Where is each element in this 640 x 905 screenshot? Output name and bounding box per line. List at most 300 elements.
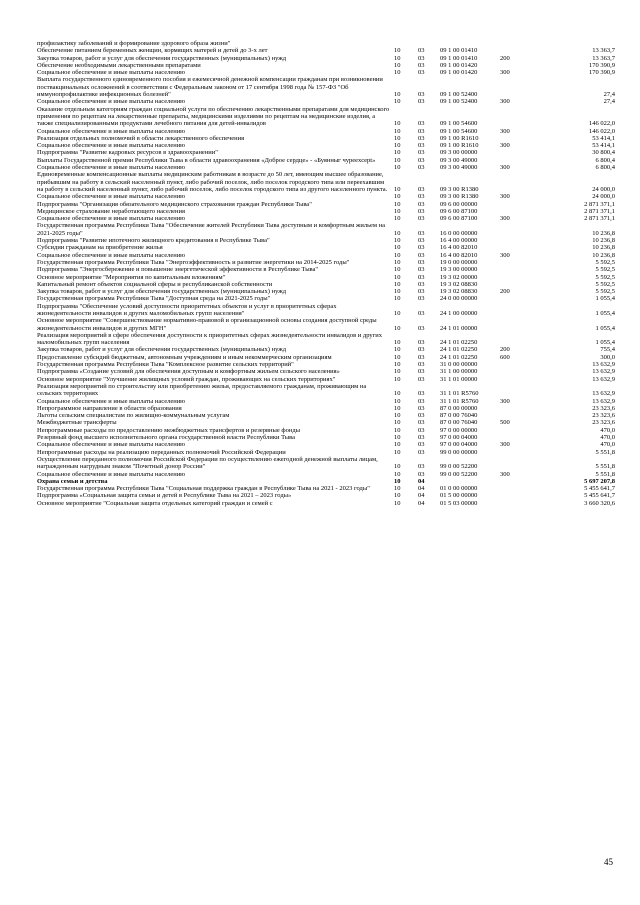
amount: 24 000,0: [592, 185, 615, 193]
target-article-code: 09 1 00 52400: [440, 98, 478, 106]
line-item-name: Реализация отдельных полномочий в области лекарственного обеспечения: [37, 134, 245, 142]
section-code: 10: [394, 69, 401, 77]
table-row: [37, 259, 617, 266]
amount: 53 414,1: [592, 134, 615, 142]
line-item-name: Медицинское страхование неработающего населения: [37, 207, 185, 215]
section-code: 10: [394, 390, 401, 398]
target-article-code: 09 3 00 R1380: [440, 185, 479, 193]
line-item-name: Социальное обеспечение и иные выплаты населению: [37, 193, 186, 201]
section-code: 10: [394, 397, 401, 405]
subsection-code: 03: [418, 390, 425, 398]
expense-type-code: 300: [500, 251, 510, 259]
subsection-code: 03: [418, 185, 425, 193]
table-row: [37, 303, 617, 318]
target-article-code: 16 0 00 00000: [440, 229, 478, 237]
table-row: [37, 69, 617, 76]
subsection-code: 03: [418, 149, 425, 157]
section-code: 10: [394, 353, 401, 361]
amount: 1 055,4: [595, 295, 615, 303]
section-code: 10: [394, 434, 401, 442]
subsection-code: 03: [418, 258, 425, 266]
section-code: 10: [394, 98, 401, 106]
line-item-name: Основное мероприятие "Улучшение жилищных условий граждан, проживающих на сельских территориях": [37, 375, 336, 383]
expense-type-code: [500, 500, 546, 507]
subsection-code: 04: [418, 499, 425, 507]
amount: 170 390,9: [589, 61, 615, 69]
subsection-code: 03: [418, 339, 425, 347]
table-row: [37, 281, 617, 288]
target-article-code: 09 1 00 01420: [440, 69, 478, 77]
subsection-code: 03: [418, 397, 425, 405]
line-item-name: Социальное обеспечение и иные выплаты населению: [37, 397, 186, 405]
amount: 755,4: [600, 346, 615, 354]
amount: 470,0: [600, 426, 615, 434]
expense-type-code: [500, 383, 546, 398]
subsection-code: 03: [418, 441, 425, 449]
line-item-name: Основное мероприятие "Мероприятия по капитальным вложениям": [37, 273, 226, 281]
expense-type-code: [500, 149, 546, 156]
section-code: 10: [394, 54, 401, 62]
section-code: 10: [394, 258, 401, 266]
expense-type-code: 300: [500, 215, 510, 223]
amount: 2 871 371,1: [584, 207, 615, 215]
target-article-code: 09 1 00 54600: [440, 120, 478, 128]
table-row: [37, 201, 617, 208]
target-article-code: 24 1 01 00000: [440, 324, 478, 332]
expense-type-code: [500, 62, 546, 69]
section-code: 10: [394, 309, 401, 317]
subsection-code: 03: [418, 295, 425, 303]
section-code: 10: [394, 193, 401, 201]
expense-type-code: [500, 259, 546, 266]
amount: 13 632,9: [592, 361, 615, 369]
section-code: 10: [394, 61, 401, 69]
line-item-name: Социальное обеспечение и иные выплаты населению: [37, 164, 186, 172]
section-code: 10: [394, 273, 401, 281]
subsection-code: 03: [418, 266, 425, 274]
subsection-code: 03: [418, 368, 425, 376]
line-item-name: Социальное обеспечение и иные выплаты населению: [37, 470, 186, 478]
subsection-code: 03: [418, 134, 425, 142]
target-article-code: 24 1 00 00000: [440, 309, 478, 317]
amount: 27,4: [603, 91, 615, 99]
line-item-name: Социальное обеспечение и иные выплаты населению: [37, 142, 186, 150]
target-article-code: 16 4 00 00000: [440, 237, 478, 245]
amount: 24 000,0: [592, 193, 615, 201]
subsection-code: 03: [418, 207, 425, 215]
subsection-code: 03: [418, 215, 425, 223]
subsection-code: 03: [418, 251, 425, 259]
section-code: 10: [394, 295, 401, 303]
expense-type-code: 300: [500, 470, 510, 478]
expense-type-code: 300: [500, 193, 510, 201]
expense-type-code: [500, 171, 546, 193]
target-article-code: 19 3 00 00000: [440, 266, 478, 274]
expense-type-code: [500, 485, 546, 492]
amount: 6 800,4: [595, 164, 615, 172]
target-article-code: 31 1 01 00000: [440, 375, 478, 383]
expense-type-code: [500, 303, 546, 318]
section-code: 10: [394, 470, 401, 478]
amount: 146 022,0: [589, 127, 615, 135]
table-row: [37, 500, 617, 507]
line-item-name: Основное мероприятие "Совершенствование нормативно-правовой и организационной основы создания доступной среды жизнедеятельности инвалидов и других МГН": [37, 317, 377, 332]
subsection-code: 03: [418, 98, 425, 106]
table-row: [37, 434, 617, 441]
expense-type-code: [500, 478, 546, 485]
expense-type-code: 300: [500, 98, 510, 106]
section-code: 10: [394, 47, 401, 55]
amount: 13 632,9: [592, 368, 615, 376]
line-item-name: Реализация мероприятий в сфере обеспечения доступности к приоритетных сферах жизнедеятельности инвалидов и других маломобильных групп населения: [37, 331, 383, 347]
subsection-code: 03: [418, 164, 425, 172]
amount: 1 055,4: [595, 324, 615, 332]
line-item-name: Государственная программа Республики Тыва "Комплексное развитие сельских территорий": [37, 361, 294, 369]
expense-type-code: [500, 376, 546, 383]
subsection-code: 03: [418, 229, 425, 237]
line-item-name: Социальное обеспечение и иные выплаты населению: [37, 98, 186, 106]
target-article-code: [440, 40, 500, 47]
amount: 23 323,6: [592, 404, 615, 412]
subsection-code: 03: [418, 404, 425, 412]
table-row: [37, 295, 617, 302]
amount: 5 551,8: [595, 463, 615, 471]
section-code: 10: [394, 266, 401, 274]
table-row: [37, 317, 617, 332]
amount: 5 697 207,8: [584, 477, 615, 485]
expense-type-code: [500, 281, 546, 288]
line-item-name: Социальное обеспечение и иные выплаты населению: [37, 215, 186, 223]
amount: 53 414,1: [592, 142, 615, 150]
table-row: [37, 215, 617, 222]
expense-type-code: [500, 237, 546, 244]
expense-type-code: [500, 295, 546, 302]
target-article-code: 24 0 00 00000: [440, 295, 478, 303]
line-item-name: Государственная программа Республики Тыва "Энергоэффективность и развитие энергетики на 2014-2025 годы": [37, 258, 350, 266]
table-row: [37, 149, 617, 156]
target-article-code: 09 3 00 49000: [440, 156, 478, 164]
subsection-code: 04: [418, 492, 425, 500]
expense-type-code: [500, 332, 546, 347]
expense-type-code: [500, 361, 546, 368]
amount: 30 800,4: [592, 149, 615, 157]
line-item-name: Межбюджетные трансферты: [37, 419, 117, 427]
subsection-code: 03: [418, 434, 425, 442]
line-item-name: Субсидии гражданам на приобретение жилья: [37, 244, 163, 252]
target-article-code: 24 1 01 02250: [440, 346, 478, 354]
table-row: [37, 471, 617, 478]
line-item-name: Непрограммное направление в области образования: [37, 404, 182, 412]
subsection-code: 03: [418, 91, 425, 99]
table-row: [37, 40, 617, 47]
table-row: [37, 376, 617, 383]
amount: 13 632,9: [592, 390, 615, 398]
table-row: [37, 237, 617, 244]
expense-type-code: 300: [500, 142, 510, 150]
expense-type-code: [500, 222, 546, 237]
table-row: [37, 354, 617, 361]
target-article-code: 19 0 00 00000: [440, 258, 478, 266]
target-article-code: 01 0 00 00000: [440, 485, 478, 493]
expense-type-code: [500, 492, 546, 499]
section-code: 10: [394, 324, 401, 332]
amount: 1 055,4: [595, 309, 615, 317]
line-item-name: Непрограммные расходы по предоставлению межбюджетных трансфертов и резервные фонды: [37, 426, 300, 434]
amount: 2 871 371,1: [584, 215, 615, 223]
amount: 5 592,5: [595, 266, 615, 274]
section-code: 10: [394, 142, 401, 150]
expense-type-code: 300: [500, 441, 510, 449]
expense-type-code: [500, 76, 546, 98]
line-item-name: Основное мероприятие "Социальная защита отдельных категорий граждан и семей с: [37, 499, 273, 507]
amount: 23 323,6: [592, 419, 615, 427]
amount: 5 592,5: [595, 288, 615, 296]
line-item-name: Осуществление переданного полномочия Российской Федерации по осуществлению ежегодной денежной выплаты лицам, награжденным нагрудным знаком "Почетный донор России": [37, 455, 378, 471]
table-row: [37, 98, 617, 105]
amount: 170 390,9: [589, 69, 615, 77]
amount: 470,0: [600, 434, 615, 442]
table-row: [37, 427, 617, 434]
amount: 300,0: [600, 353, 615, 361]
table-row: [37, 383, 617, 398]
section-code: 10: [394, 485, 401, 493]
line-item-name: Подпрограмма "Обеспечение условий доступности приоритетных объектов и услуг в приоритетных сферах жизнедеятельности инвалидов и других маломобильных групп населения": [37, 302, 337, 317]
expense-type-code: [500, 456, 546, 471]
line-item-name: Единовременные компенсационные выплаты медицинским работникам в возрасте до 50 лет, имеющим высшее образование, прибывшим на работу в сельский населенный пункт, либо рабочий поселок, либо поселок городского типа или переехавшим на работу в сельский населенный пункт, либо рабочий поселок, либо поселок городского типа из другого населенного пункта.: [37, 171, 388, 193]
section-code: 10: [394, 463, 401, 471]
line-item-name: Социальное обеспечение и иные выплаты населению: [37, 127, 186, 135]
expense-type-code: [500, 157, 546, 164]
subsection-code: 03: [418, 61, 425, 69]
section-code: 10: [394, 185, 401, 193]
amount: 2 871 371,1: [584, 200, 615, 208]
amount: 13 632,9: [592, 375, 615, 383]
expense-type-code: [500, 208, 546, 215]
table-row: [37, 252, 617, 259]
line-item-name: Охрана семьи и детства: [37, 477, 108, 485]
table-row: [37, 346, 617, 353]
expense-type-code: [500, 266, 546, 273]
amount: 5 592,5: [595, 273, 615, 281]
table-row: [37, 55, 617, 62]
subsection-code: 03: [418, 120, 425, 128]
subsection-code: 03: [418, 69, 425, 77]
line-item-name: Подпрограмма "Организация обязательного медицинского страхования граждан Республики Тыва": [37, 200, 312, 208]
amount: 3 660 320,6: [584, 499, 615, 507]
subsection-code: 03: [418, 346, 425, 354]
target-article-code: 09 6 00 87100: [440, 207, 478, 215]
target-article-code: 09 1 00 54600: [440, 127, 478, 135]
amount: 5 455 641,7: [584, 492, 615, 500]
line-item-name: Обеспечение питанием беременных женщин, кормящих матерей и детей до 3-х лет: [37, 47, 268, 55]
subsection-code: 03: [418, 127, 425, 135]
target-article-code: 09 1 00 01420: [440, 61, 478, 69]
line-item-name: Непрограммные расходы на реализацию переданных полномочий Российской Федерации: [37, 448, 286, 456]
budget-table-body: [37, 40, 617, 507]
target-article-code: 99 0 00 52200: [440, 463, 478, 471]
line-item-name: Государственная программа Республики Тыва "Обеспечение жителей Республики Тыва доступным и комфортным жильем на 2021-2025 годы": [37, 222, 386, 237]
table-row: [37, 76, 617, 98]
section-code: 10: [394, 127, 401, 135]
table-row: [37, 106, 617, 128]
section-code: 10: [394, 207, 401, 215]
expense-type-code: [500, 106, 546, 128]
table-row: [37, 266, 617, 273]
table-row: [37, 193, 617, 200]
table-row: [37, 441, 617, 448]
table-row: [37, 332, 617, 347]
subsection-code: 03: [418, 237, 425, 245]
target-article-code: 09 1 00 R1610: [440, 142, 479, 150]
section-code: 10: [394, 229, 401, 237]
section-code: 10: [394, 441, 401, 449]
subsection-code: [418, 40, 440, 47]
line-item-name: Социальное обеспечение и иные выплаты населению: [37, 69, 186, 77]
table-row: [37, 361, 617, 368]
table-row: [37, 368, 617, 375]
subsection-code: 03: [418, 142, 425, 150]
table-row: [37, 274, 617, 281]
target-article-code: 31 1 01 R5760: [440, 397, 479, 405]
target-article-code: 09 1 00 52400: [440, 91, 478, 99]
amount: 5 551,8: [595, 470, 615, 478]
subsection-code: 03: [418, 200, 425, 208]
target-article-code: 16 4 00 82010: [440, 244, 478, 252]
budget-document: [37, 40, 617, 507]
amount: 13 632,9: [592, 397, 615, 405]
table-row: [37, 405, 617, 412]
expense-type-code: 300: [500, 69, 510, 77]
section-code: 10: [394, 251, 401, 259]
line-item-name: Обеспечение необходимыми лекарственными препаратами: [37, 61, 201, 69]
expense-type-code: [500, 135, 546, 142]
target-article-code: 99 0 00 00000: [440, 448, 478, 456]
target-article-code: 09 3 00 R1380: [440, 193, 479, 201]
table-row: [37, 171, 617, 193]
expense-type-code: 300: [500, 397, 510, 405]
table-row: [37, 135, 617, 142]
target-article-code: 31 1 01 R5760: [440, 390, 479, 398]
subsection-code: 03: [418, 280, 425, 288]
line-item-name: Подпрограмма "Развитие кадровых ресурсов в здравоохранении": [37, 149, 218, 157]
target-article-code: 31 1 00 00000: [440, 368, 478, 376]
target-article-code: 09 1 00 01410: [440, 47, 478, 55]
subsection-code: 03: [418, 375, 425, 383]
amount: 1 055,4: [595, 339, 615, 347]
amount: 13 363,7: [592, 54, 615, 62]
subsection-code: 03: [418, 156, 425, 164]
target-article-code: 99 0 00 52200: [440, 470, 478, 478]
expense-type-code: 200: [500, 288, 510, 296]
amount: [546, 40, 617, 47]
line-item-name: Выплаты Государственной премии Республики Тыва в области здравоохранения «Доброе сердце» - «Буянныг чуреexcept»: [37, 156, 376, 164]
expense-type-code: [500, 47, 546, 54]
amount: 10 236,8: [592, 244, 615, 252]
table-row: [37, 157, 617, 164]
expense-type-code: [500, 427, 546, 434]
section-code: 10: [394, 375, 401, 383]
table-row: [37, 492, 617, 499]
expense-type-code: 300: [500, 127, 510, 135]
target-article-code: 09 6 00 87100: [440, 215, 478, 223]
line-item-name: Подпрограмма «Создание условий для обеспечения доступным и комфортным жильем сельского населения»: [37, 368, 340, 376]
subsection-code: 03: [418, 463, 425, 471]
subsection-code: 03: [418, 47, 425, 55]
target-article-code: 09 1 00 01410: [440, 54, 478, 62]
section-code: 10: [394, 244, 401, 252]
target-article-code: 19 3 02 08830: [440, 288, 478, 296]
subsection-code: 04: [418, 485, 425, 493]
table-row: [37, 208, 617, 215]
amount: 470,0: [600, 441, 615, 449]
section-code: 10: [394, 361, 401, 369]
section-code: 10: [394, 346, 401, 354]
line-item-name: Социальное обеспечение и иные выплаты населению: [37, 251, 186, 259]
line-item-name: Льготы сельским специалистам по жилищно-коммунальным услугам: [37, 412, 230, 420]
table-row: [37, 478, 617, 485]
target-article-code: 87 0 00 00000: [440, 404, 478, 412]
section-code: 10: [394, 288, 401, 296]
line-item-name: Закупка товаров, работ и услуг для обеспечения государственных (муниципальных) нужд: [37, 288, 287, 296]
subsection-code: 04: [418, 477, 425, 485]
table-row: [37, 449, 617, 456]
line-item-name: Закупка товаров, работ и услуг для обеспечения государственных (муниципальных) нужд: [37, 346, 287, 354]
section-code: 10: [394, 419, 401, 427]
section-code: 10: [394, 404, 401, 412]
amount: 27,4: [603, 98, 615, 106]
line-item-name: Социальное обеспечение и иные выплаты населению: [37, 441, 186, 449]
expense-type-code: [500, 434, 546, 441]
expense-type-code: [500, 201, 546, 208]
target-article-code: 97 0 00 00000: [440, 426, 478, 434]
section-code: 10: [394, 339, 401, 347]
section-code: 10: [394, 499, 401, 507]
subsection-code: 03: [418, 412, 425, 420]
amount: 5 592,5: [595, 258, 615, 266]
line-item-name: Подпрограмма "Развитие ипотечного жилищного кредитования в Республике Тыва": [37, 237, 270, 245]
line-item-name: профилактику заболеваний и формирование здорового образа жизни": [37, 40, 231, 47]
target-article-code: 87 0 00 76040: [440, 412, 478, 420]
section-code: 10: [394, 134, 401, 142]
subsection-code: 03: [418, 324, 425, 332]
line-item-name: Закупка товаров, работ и услуг для обеспечения государственных (муниципальных) нужд: [37, 54, 287, 62]
target-article-code: 01 5 00 00000: [440, 492, 478, 500]
expense-type-code: [500, 317, 546, 332]
target-article-code: 97 0 00 04000: [440, 434, 478, 442]
section-code: 10: [394, 477, 401, 485]
amount: 5 551,8: [595, 448, 615, 456]
section-code: 10: [394, 412, 401, 420]
expense-type-code: [500, 449, 546, 456]
expense-type-code: [500, 274, 546, 281]
subsection-code: 03: [418, 54, 425, 62]
target-article-code: 19 3 02 08830: [440, 280, 478, 288]
line-item-name: Государственная программа Республики Тыва "Социальная поддержка граждан в Республике Тыва на 2021 - 2023 годы": [37, 485, 370, 493]
target-article-code: 31 0 00 00000: [440, 361, 478, 369]
table-row: [37, 244, 617, 251]
amount: 6 800,4: [595, 156, 615, 164]
expense-type-code: [500, 368, 546, 375]
subsection-code: 03: [418, 273, 425, 281]
amount: 10 236,8: [592, 229, 615, 237]
line-item-name: Выплата государственного единовременного пособия и ежемесячной денежной компенсации гражданам при возникновении поствакцинальных осложнений в соответствии с Федеральным законом от 17 сентября 1998 года № 157-ФЗ "Об иммунопрофилактике инфекционных болезней": [37, 76, 383, 99]
subsection-code: 03: [418, 353, 425, 361]
section-code: 10: [394, 448, 401, 456]
table-row: [37, 485, 617, 492]
expense-type-code: 300: [500, 164, 510, 172]
section-code: 10: [394, 426, 401, 434]
target-article-code: 19 3 02 00000: [440, 273, 478, 281]
